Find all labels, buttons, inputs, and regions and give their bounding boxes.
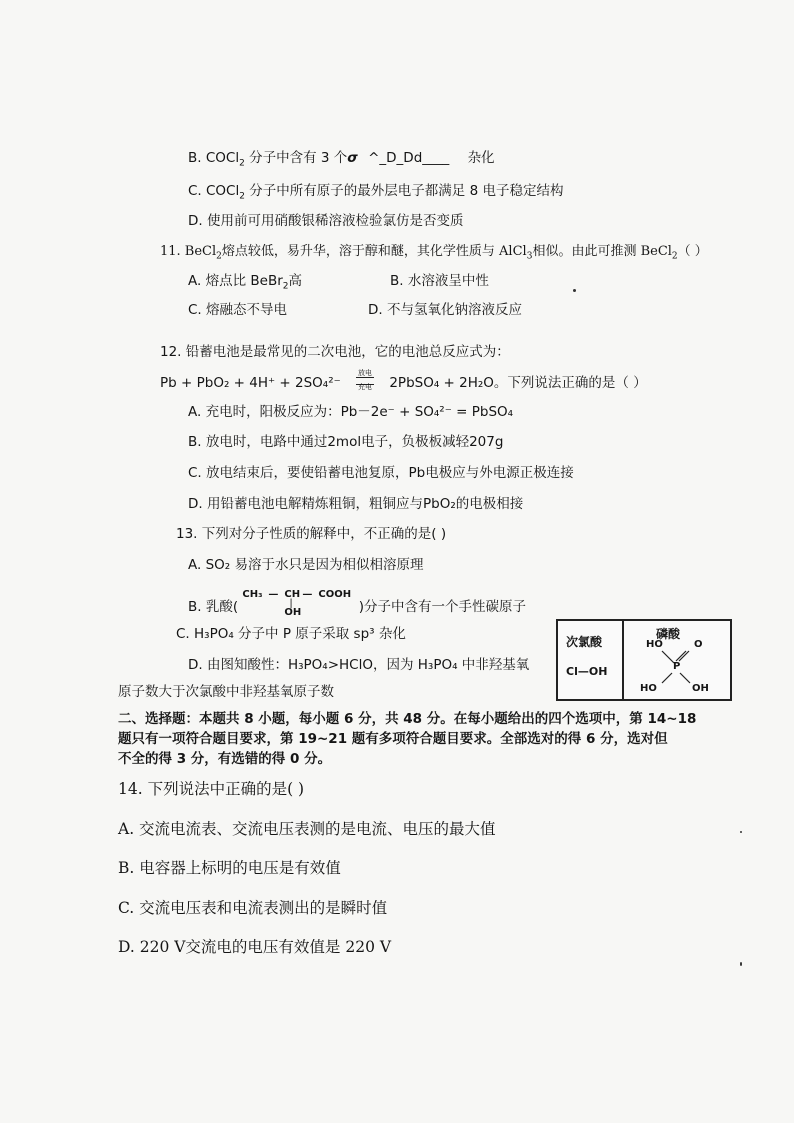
section2-line2: 题只有一项符合题目要求，第 19~21 题有多项符合题目要求。全部选对的得 6 分，选对但 [118,731,668,747]
q10-option-b: B. COCl$_2$ 分子中含有 3 个σ ^_D_Dd____ 杂化 [188,150,495,169]
hypochlorous-title: 次氯酸 [566,635,603,649]
q13-option-b: B. 乳酸( CH₃ — CH — COOH | OH )分子中含有一个手性碳原子 [188,589,526,618]
q12-stem: 12. 铅蓄电池是最常见的二次电池，它的电池总反应式为： [160,344,510,360]
q11-option-a: A. 熔点比 BeBr$_2$高 [188,273,302,292]
phos-ho-bottom: HO [640,683,657,694]
q12-option-a: A. 充电时，阳极反应为：Pb－2e⁻ + SO₄²⁻ = PbSO₄ [188,404,514,420]
q11-option-c: C. 熔融态不导电 [188,302,288,318]
phos-ho-top: HO [646,639,663,650]
phos-o: O [694,639,703,650]
phos-oh: OH [692,683,709,694]
q11-option-b: B. 水溶液呈中性 [390,273,489,289]
section2-line3: 不全的得 3 分，有选错的得 0 分。 [118,751,332,767]
q14-option-b: B. 电容器上标明的电压是有效值 [118,859,341,877]
acid-structure-table [556,619,732,701]
q13-option-c: C. H₃PO₄ 分子中 P 原子采取 sp³ 杂化 [176,626,406,642]
equilibrium-arrow-icon: 放电 充电 [358,369,373,391]
q13-option-d-line2: 原子数大于次氯酸中非羟基氧原子数 [118,684,334,700]
q12-option-b: B. 放电时，电路中通过2mol电子，负极板减轻207g [188,434,504,450]
q14-option-d: D. 220 V交流电的电压有效值是 220 V [118,938,392,956]
scan-speck [573,289,576,292]
q13-option-a: A. SO₂ 易溶于水只是因为相似相溶原理 [188,557,424,573]
q12-equation: Pb + PbO₂ + 4H⁺ + 2SO₄²⁻ 放电 充电 2PbSO₄ + 2H₂O。下列说法正确的是（ ） [160,369,647,391]
q11-option-d: D. 不与氢氧化钠溶液反应 [368,302,522,318]
q14-stem: 14. 下列说法中正确的是( ) [118,780,305,798]
scan-speck [740,962,742,966]
q13-option-d-line1: D. 由图知酸性：H₃PO₄>HClO，因为 H₃PO₄ 中非羟基氧 [188,657,530,673]
phosphoric-title: 磷酸 [656,627,681,641]
q12-option-c: C. 放电结束后，要使铅蓄电池复原，Pb电极应与外电源正极连接 [188,465,574,481]
q14-option-a: A. 交流电流表、交流电压表测的是电流、电压的最大值 [118,820,496,838]
scan-speck [740,831,742,833]
q12-option-d: D. 用铅蓄电池电解精炼粗铜，粗铜应与PbO₂的电极相接 [188,496,524,512]
phos-p: P [673,661,681,672]
q11-stem: 11. BeCl$_2$熔点较低，易升华，溶于醇和醚，其化学性质与 AlCl$_3$相似。由此可推测 BeCl$_2$（ ） [160,244,708,262]
q10-option-d: D. 使用前可用硝酸银稀溶液检验氯仿是否变质 [188,213,464,229]
hypochlorous-formula: Cl—OH [566,665,608,678]
q10-option-c: C. COCl$_2$ 分子中所有原子的最外层电子都满足 8 电子稳定结构 [188,183,564,202]
q14-option-c: C. 交流电压表和电流表测出的是瞬时值 [118,899,388,917]
q13-stem: 13. 下列对分子性质的解释中，不正确的是( ) [176,526,447,542]
lactic-acid-structure: CH₃ — CH — COOH | OH [242,589,352,618]
section2-line1: 二、选择题：本题共 8 小题，每小题 6 分，共 48 分。在每小题给出的四个选项中，第 14~18 [118,711,697,727]
